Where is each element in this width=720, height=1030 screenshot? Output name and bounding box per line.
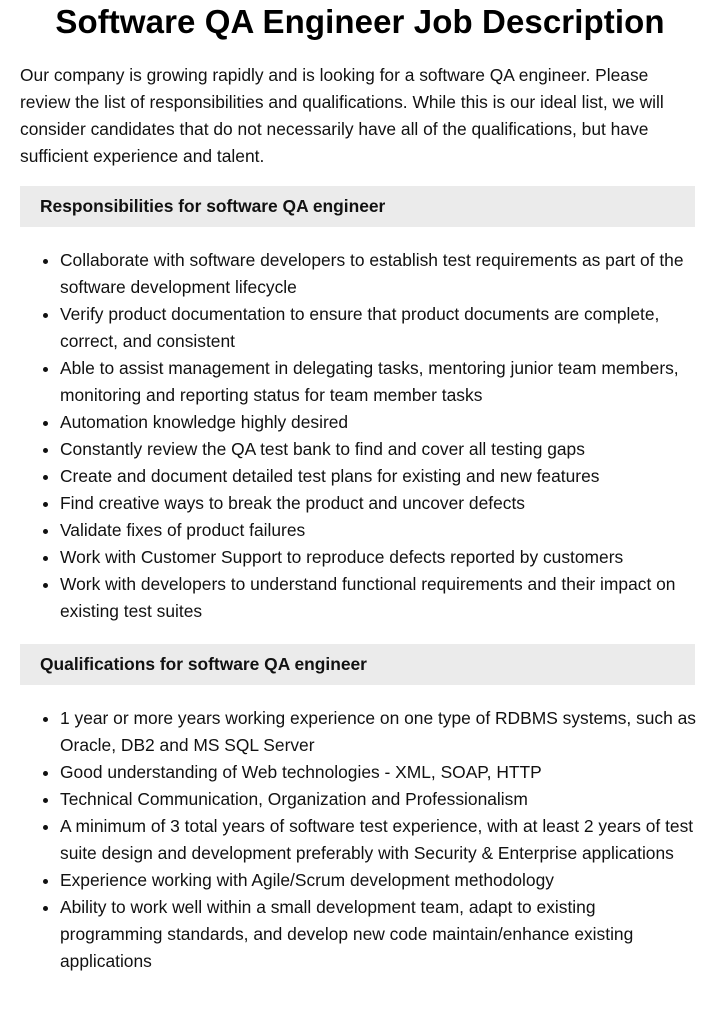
list-item: Create and document detailed test plans for existing and new features (60, 463, 720, 490)
list-item: Constantly review the QA test bank to find and cover all testing gaps (60, 436, 720, 463)
responsibilities-list (0, 247, 720, 625)
list-item: Work with Customer Support to reproduce defects reported by customers (60, 544, 720, 571)
list-item: Validate fixes of product failures (60, 517, 720, 544)
list-item: Technical Communication, Organization and Professionalism (60, 786, 720, 813)
page-title: Software QA Engineer Job Description (55, 3, 665, 40)
list-item: Good understanding of Web technologies - XML, SOAP, HTTP (60, 759, 720, 786)
qualifications-heading: Qualifications for software QA engineer (40, 654, 367, 674)
list-item: A minimum of 3 total years of software test experience, with at least 2 years of test suite design and development preferably with Security & Enterprise applications (60, 813, 720, 867)
list-item: 1 year or more years working experience on one type of RDBMS systems, such as Oracle, DB2 and MS SQL Server (60, 705, 720, 759)
qualifications-section-header (20, 644, 695, 685)
intro-paragraph: Our company is growing rapidly and is looking for a software QA engineer. Please review the list of responsibilities and qualifications. While this is our ideal list, we will consider candidates that do not necessarily have all of the qualifications, but have sufficient experience and talent. (20, 65, 664, 166)
qualifications-list (0, 705, 720, 975)
list-item: Experience working with Agile/Scrum development methodology (60, 867, 720, 894)
list-item: Collaborate with software developers to establish test requirements as part of the software development lifecycle (60, 247, 720, 301)
list-item: Able to assist management in delegating tasks, mentoring junior team members, monitoring and reporting status for team member tasks (60, 355, 720, 409)
responsibilities-heading: Responsibilities for software QA engineer (40, 196, 386, 216)
list-item: Work with developers to understand functional requirements and their impact on existing test suites (60, 571, 720, 625)
list-item: Find creative ways to break the product and uncover defects (60, 490, 720, 517)
list-item: Ability to work well within a small development team, adapt to existing programming standards, and develop new code maintain/enhance existing applications (60, 894, 720, 975)
list-item: Automation knowledge highly desired (60, 409, 720, 436)
list-item: Verify product documentation to ensure that product documents are complete, correct, and consistent (60, 301, 720, 355)
responsibilities-section-header (20, 186, 695, 227)
